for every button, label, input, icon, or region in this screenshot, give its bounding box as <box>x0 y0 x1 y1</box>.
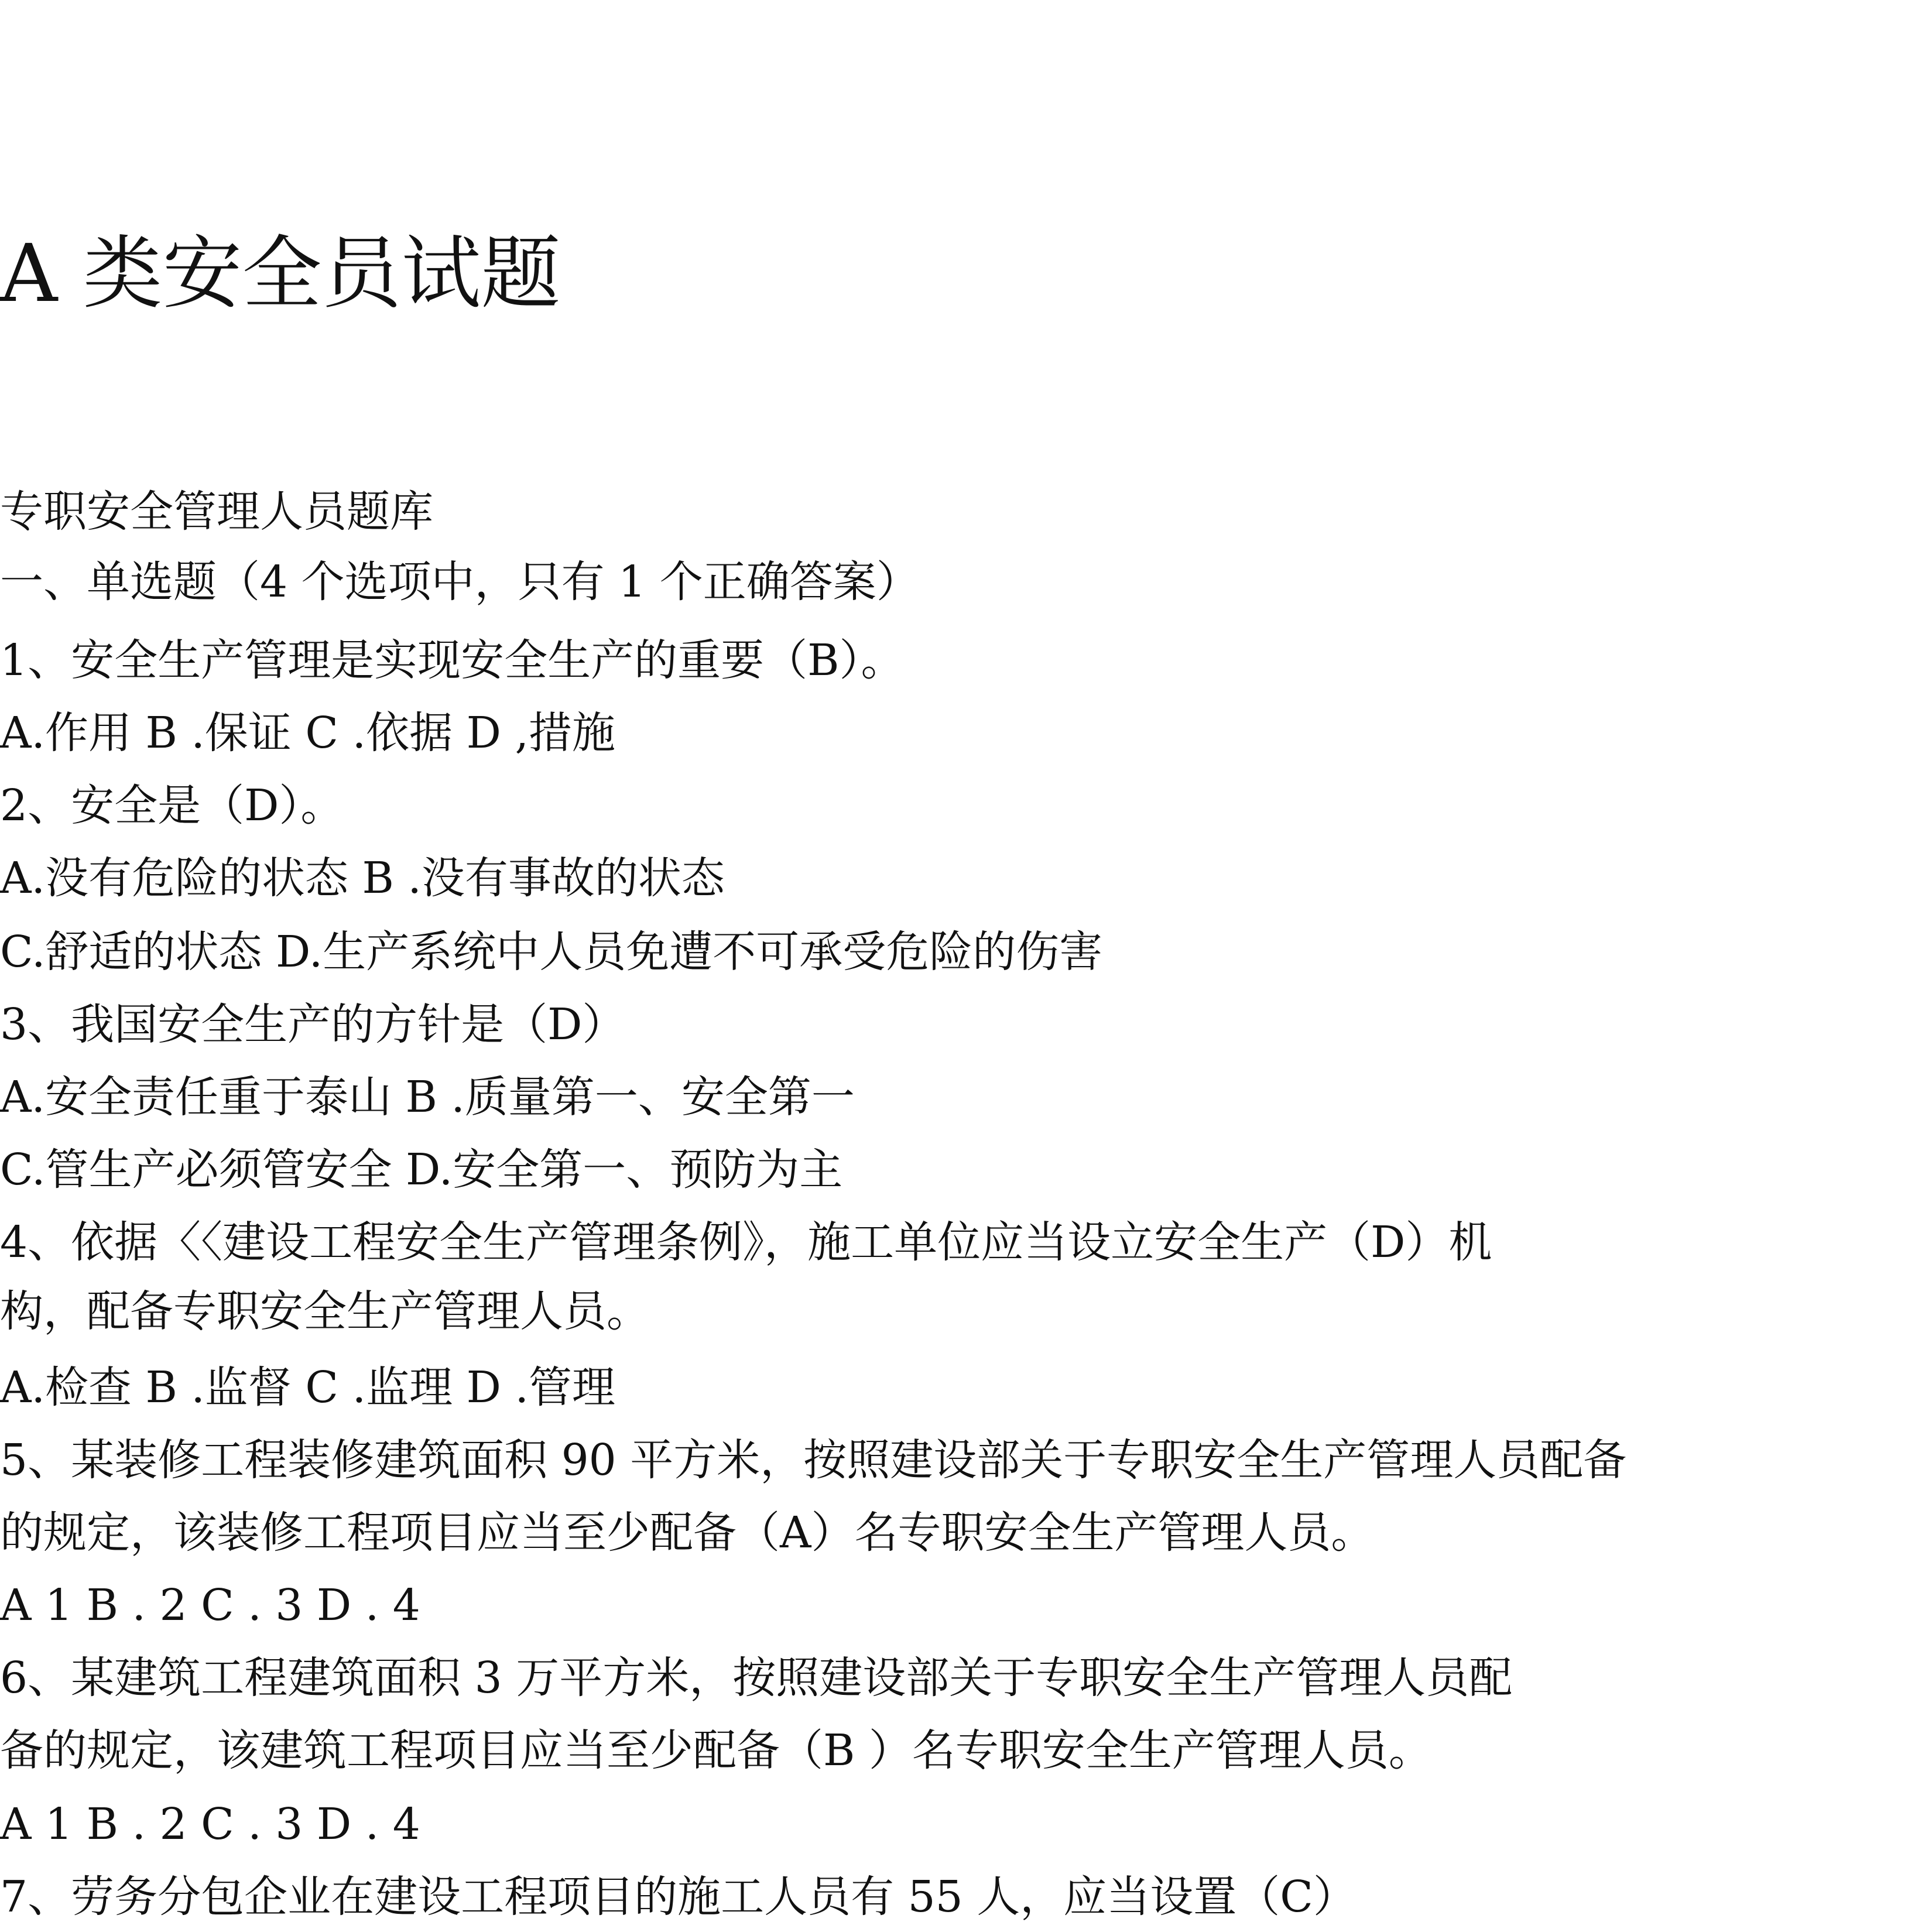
question-1-stem: 1、安全生产管理是实现安全生产的重要（B）。 <box>0 635 905 686</box>
question-3-options-b: C.管生产必须管安全 D.安全第一、预防为主 <box>0 1145 843 1195</box>
question-4-stem-line-2: 构，配备专职安全生产管理人员。 <box>0 1286 650 1337</box>
question-7-stem: 7、劳务分包企业在建设工程项目的施工人员有 55 人，应当设置（C） <box>0 1872 1356 1922</box>
document-subtitle: 专职安全管理人员题库 <box>0 487 433 537</box>
question-6-stem-line-2: 备的规定，该建筑工程项目应当至少配备（B ）名专职安全生产管理人员。 <box>0 1725 1432 1776</box>
question-2-options-b: C.舒适的状态 D.生产系统中人员免遭不可承受危险的伤害 <box>0 927 1103 977</box>
question-3-stem: 3、我国安全生产的方针是（D） <box>0 999 626 1050</box>
question-3-options-a: A.安全责任重于泰山 B .质量第一、安全第一 <box>0 1072 855 1122</box>
question-2-stem: 2、安全是（D）。 <box>0 780 344 831</box>
document-title: A 类安全员试题 <box>0 228 561 320</box>
question-5-stem-line-1: 5、某装修工程装修建筑面积 90 平方米，按照建设部关于专职安全生产管理人员配备 <box>0 1435 1627 1485</box>
question-1-options: A.作用 B .保证 C .依据 D ,措施 <box>0 708 615 758</box>
question-6-stem-line-1: 6、某建筑工程建筑面积 3 万平方米，按照建设部关于专职安全生产管理人员配 <box>0 1653 1513 1703</box>
question-5-options: A 1 B . 2 C . 3 D . 4 <box>0 1580 420 1630</box>
question-5-stem-line-2: 的规定，该装修工程项目应当至少配备（A）名专职安全生产管理人员。 <box>0 1508 1375 1558</box>
section-heading: 一、单选题（4 个选项中，只有 1 个正确答案） <box>0 557 920 607</box>
question-4-stem-line-1: 4、依据〈〈建设工程安全生产管理条例》，施工单位应当设立安全生产（D）机 <box>0 1217 1492 1268</box>
question-2-options-a: A.没有危险的状态 B .没有事故的状态 <box>0 853 725 903</box>
question-4-options: A.检查 B .监督 C .监理 D .管理 <box>0 1362 615 1413</box>
question-6-options: A 1 B . 2 C . 3 D . 4 <box>0 1799 420 1849</box>
